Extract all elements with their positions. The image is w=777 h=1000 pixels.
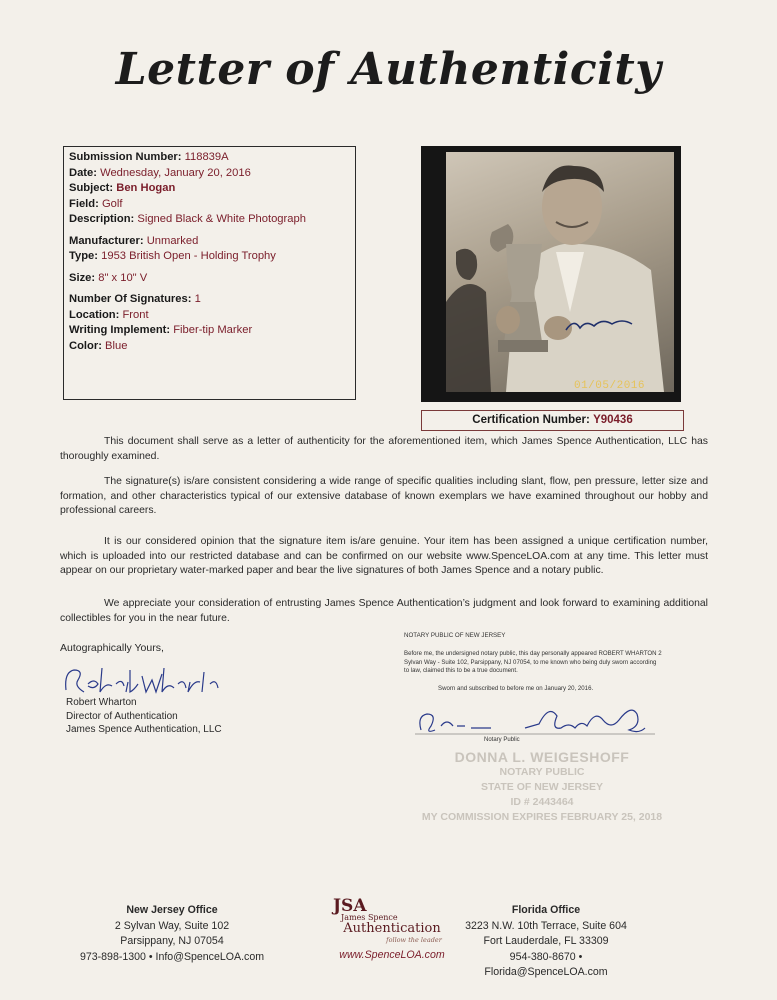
type-value: 1953 British Open - Holding Trophy — [101, 250, 276, 262]
notary-seal — [412, 750, 672, 825]
certification-number-box — [421, 410, 684, 431]
notary-seal-line-4: MY COMMISSION EXPIRES FEBRUARY 25, 2018 — [421, 811, 663, 823]
color-value: Blue — [105, 339, 128, 352]
notary-seal-name: DONNA L. WEIGESHOFF — [454, 749, 630, 765]
size-value: 8" x 10" V — [98, 271, 148, 284]
notary-heading: NOTARY PUBLIC OF NEW JERSEY — [404, 632, 506, 639]
submission-label: Submission Number: — [69, 151, 182, 163]
signer-company: James Spence Authentication, LLC — [66, 724, 222, 736]
color-label: Color: — [69, 339, 102, 352]
page-title: Letter of Authenticity — [115, 44, 662, 95]
manufacturer-value: Unmarked — [146, 234, 199, 247]
submission-value: 118839A — [184, 151, 229, 163]
notary-seal-line-2: STATE OF NEW JERSEY — [480, 781, 604, 793]
signatures-count-label: Number Of Signatures: — [69, 293, 192, 305]
fl-address-line-1: 3223 N.W. 10th Terrace, Suite 604 — [465, 919, 627, 932]
submission-details-box — [63, 146, 356, 400]
nj-address-line-1: 2 Sylvan Way, Suite 102 — [114, 919, 230, 932]
notary-signature — [415, 700, 665, 740]
jsa-logo — [327, 898, 457, 961]
photo-date-stamp: 01/05/2016 — [573, 380, 645, 392]
paragraph-appreciation: We appreciate your consideration of entrusting James Spence Authentication’s judgment and look forward to examining additional collectibles for you in the near future. — [60, 598, 708, 624]
description-label: Description: — [69, 213, 135, 225]
location-label: Location: — [69, 308, 120, 321]
fl-office-name: Florida Office — [511, 904, 581, 916]
certification-label: Certification Number: — [472, 414, 590, 426]
fl-address-line-2: Fort Lauderdale, FL 33309 — [483, 935, 609, 948]
item-photograph — [421, 146, 681, 402]
subject-label: Subject: — [69, 182, 114, 194]
field-value: Golf — [101, 197, 123, 210]
logo-james-spence: James Spence — [341, 913, 398, 922]
location-value: Front — [122, 308, 149, 321]
certification-value: Y90436 — [593, 414, 633, 426]
notary-label: Notary Public — [484, 737, 520, 743]
notary-sworn-line: Sworn and subscribed to before me on January 20, 2016. — [438, 685, 594, 692]
paragraph-intro: This document shall serve as a letter of authenticity for the aforementioned item, which James Spence Authentication, LLC has thoroughly examined. — [60, 436, 708, 462]
logo-authentication: Authentication — [343, 921, 441, 936]
signer-title: Director of Authentication — [66, 710, 178, 722]
notary-seal-line-1: NOTARY PUBLIC — [499, 766, 585, 778]
subject-value: Ben Hogan — [116, 182, 176, 194]
signatures-count-value: 1 — [194, 293, 201, 305]
writing-implement-label: Writing Implement: — [69, 324, 171, 336]
date-label: Date: — [69, 166, 97, 179]
notary-seal-line-3: ID # 2443464 — [510, 796, 574, 808]
signer-block — [66, 696, 222, 737]
director-signature — [60, 660, 220, 700]
manufacturer-label: Manufacturer: — [69, 234, 144, 247]
signer-name: Robert Wharton — [66, 697, 137, 708]
date-value: Wednesday, January 20, 2016 — [100, 166, 251, 179]
florida-office — [456, 903, 636, 981]
paragraph-signature-analysis: The signature(s) is/are consistent considering a wide range of specific qualities including slant, flow, pen pressure, letter size and formation, and other characteristics typical of our extensive database of known exemplars we have examined throughout our hobby and professional careers. — [60, 476, 708, 517]
new-jersey-office — [72, 903, 272, 965]
photo-illustration — [446, 152, 674, 392]
type-label: Type: — [69, 250, 99, 262]
nj-office-name: New Jersey Office — [126, 904, 218, 916]
description-value: Signed Black & White Photograph — [137, 213, 306, 225]
logo-jsa: JSA — [333, 896, 367, 916]
photo-print — [446, 152, 674, 392]
logo-tagline: follow the leader — [386, 936, 442, 944]
writing-implement-value: Fiber-tip Marker — [173, 324, 253, 336]
closing-salutation: Autographically Yours, — [60, 642, 164, 654]
website-link[interactable]: www.SpenceLOA.com — [339, 949, 445, 961]
fl-contact: 954-380-8670 • Florida@SpenceLOA.com — [484, 950, 608, 979]
nj-address-line-2: Parsippany, NJ 07054 — [120, 935, 224, 948]
notary-statement: Before me, the undersigned notary public, this day personally appeared ROBERT WHARTON 2 Sylvan Way - Suite 102, Parsippany, NJ 07054, to me known who being duly sworn according to law, claimed this to be a true document. — [404, 650, 662, 675]
field-label: Field: — [69, 197, 99, 210]
size-label: Size: — [69, 271, 96, 284]
paragraph-opinion: It is our considered opinion that the signature item is/are genuine. Your item has been assigned a unique certification number, which is uploaded into our restricted database and can be confirmed on our website www.SpenceLOA.com at any time. This letter must appear on our proprietary water-marked paper and bear the live signatures of both James Spence and a notary public. — [60, 536, 708, 577]
nj-contact: 973-898-1300 • Info@SpenceLOA.com — [79, 950, 265, 963]
